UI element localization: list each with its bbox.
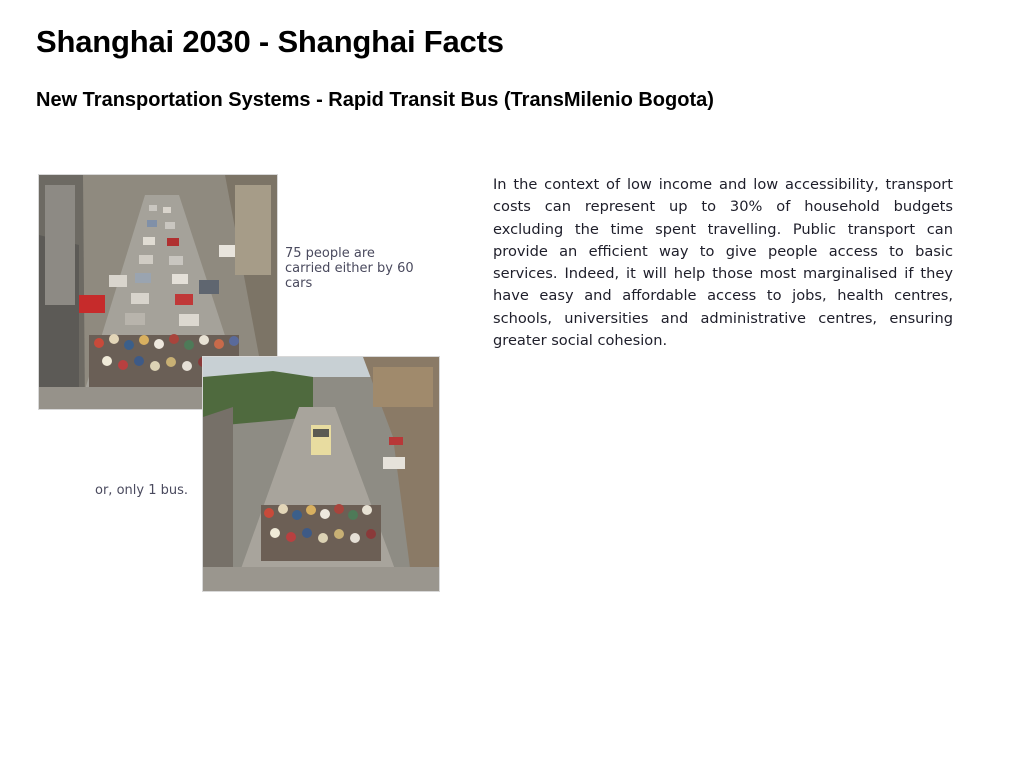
slide-title: Shanghai 2030 - Shanghai Facts <box>36 24 504 59</box>
transport-comparison-figure <box>36 168 440 592</box>
caption-cars: 75 people are carried either by 60 cars <box>285 246 414 291</box>
body-paragraph: In the context of low income and low accessibility, transport costs can represent up to 30% of household budgets excluding the time spent travelling. Public transport can provide an efficient way to give people access to basic services. Indeed, it will help those most marginalised if they have easy and affordable access to jobs, health centres, schools, universities and administrative centres, ensuring greater social cohesion. <box>493 176 953 350</box>
slide-subtitle: New Transportation Systems - Rapid Transit Bus (TransMilenio Bogota) <box>36 89 714 111</box>
caption-bus: or, only 1 bus. <box>95 483 188 498</box>
bus-street-photo <box>202 356 440 592</box>
